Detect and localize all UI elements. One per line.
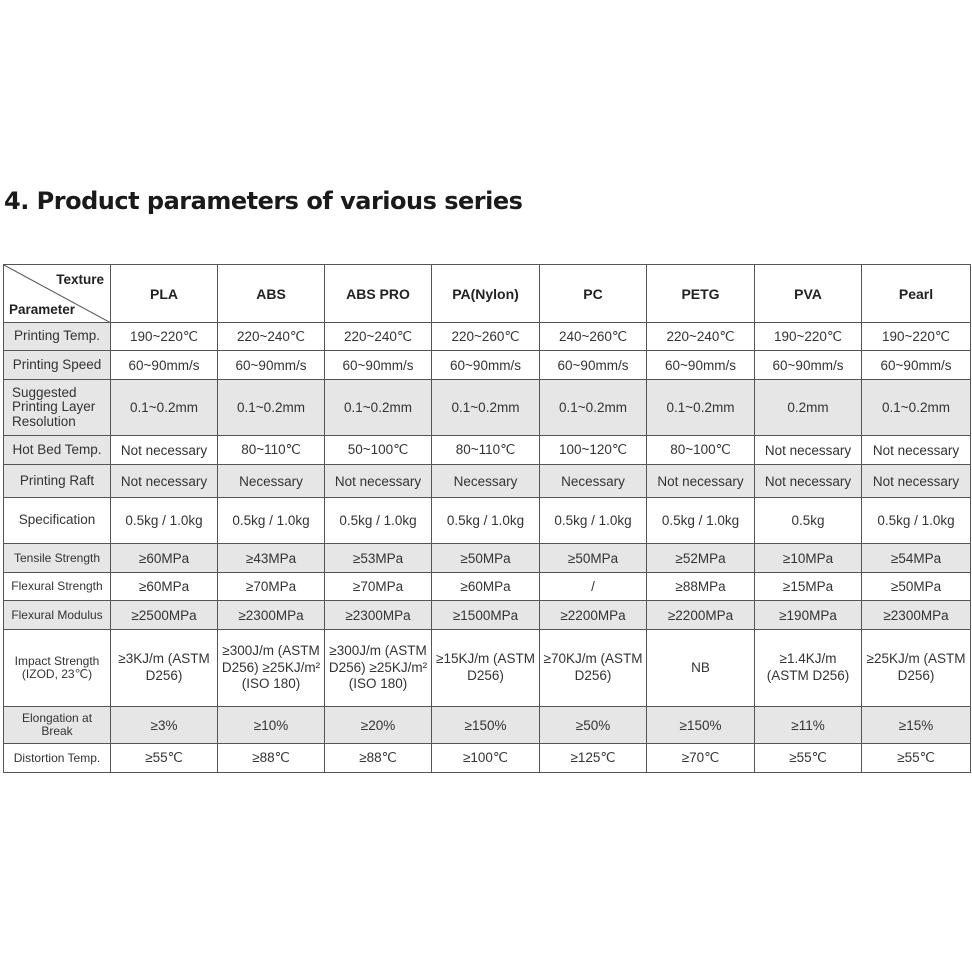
table-cell: / — [540, 573, 647, 601]
table-cell: ≥2300MPa — [218, 601, 325, 630]
row-label: Flexural Modulus — [4, 601, 111, 630]
table-cell: ≥60MPa — [432, 573, 540, 601]
table-cell: ≥70KJ/m (ASTM D256) — [540, 630, 647, 707]
material-header: PC — [540, 265, 647, 323]
table-cell: ≥3KJ/m (ASTM D256) — [111, 630, 218, 707]
table-cell: 0.5kg / 1.0kg — [218, 498, 325, 544]
table-cell: 190~220℃ — [755, 323, 862, 351]
table-cell: ≥3% — [111, 707, 218, 744]
table-cell: ≥2500MPa — [111, 601, 218, 630]
table-cell: 0.1~0.2mm — [540, 380, 647, 436]
table-cell: ≥10% — [218, 707, 325, 744]
table-cell: 0.5kg / 1.0kg — [540, 498, 647, 544]
table-cell: Not necessary — [111, 436, 218, 465]
material-header: PVA — [755, 265, 862, 323]
row-label: Distortion Temp. — [4, 744, 111, 773]
table-cell: ≥300J/m (ASTM D256) ≥25KJ/m² (ISO 180) — [218, 630, 325, 707]
header-row — [4, 265, 971, 323]
table-cell: 220~260℃ — [432, 323, 540, 351]
table-cell: ≥70MPa — [325, 573, 432, 601]
table-cell: ≥125℃ — [540, 744, 647, 773]
table-cell: ≥100℃ — [432, 744, 540, 773]
row-label: Flexural Strength — [4, 573, 111, 601]
table-cell: 0.1~0.2mm — [325, 380, 432, 436]
table-cell: ≥50MPa — [540, 544, 647, 573]
table-cell: 0.5kg / 1.0kg — [862, 498, 971, 544]
table-cell: 0.1~0.2mm — [432, 380, 540, 436]
table-cell: 0.5kg / 1.0kg — [325, 498, 432, 544]
table-cell: Not necessary — [755, 436, 862, 465]
table-cell: 0.5kg / 1.0kg — [111, 498, 218, 544]
table-row — [4, 744, 971, 773]
table-cell: ≥88℃ — [218, 744, 325, 773]
table-row — [4, 436, 971, 465]
row-label: Tensile Strength — [4, 544, 111, 573]
table-cell: ≥2200MPa — [540, 601, 647, 630]
table-cell: ≥54MPa — [862, 544, 971, 573]
table-cell: ≥15KJ/m (ASTM D256) — [432, 630, 540, 707]
row-label: Hot Bed Temp. — [4, 436, 111, 465]
material-header: PA(Nylon) — [432, 265, 540, 323]
table-cell: Not necessary — [755, 465, 862, 498]
table-cell: 190~220℃ — [111, 323, 218, 351]
table-cell: ≥190MPa — [755, 601, 862, 630]
table-cell: 220~240℃ — [647, 323, 755, 351]
table-cell: Not necessary — [325, 465, 432, 498]
table-cell: ≥25KJ/m (ASTM D256) — [862, 630, 971, 707]
row-label: Specification — [4, 498, 111, 544]
table-cell: 0.1~0.2mm — [218, 380, 325, 436]
table-cell: ≥10MPa — [755, 544, 862, 573]
table-cell: 220~240℃ — [218, 323, 325, 351]
table-cell: ≥15MPa — [755, 573, 862, 601]
table-cell: 60~90mm/s — [862, 351, 971, 380]
table-cell: ≥1.4KJ/m (ASTM D256) — [755, 630, 862, 707]
row-label: Impact Strength (IZOD, 23℃) — [4, 630, 111, 707]
table-cell: 60~90mm/s — [432, 351, 540, 380]
table-cell: 60~90mm/s — [218, 351, 325, 380]
table-cell: ≥55℃ — [111, 744, 218, 773]
table-cell: ≥88℃ — [325, 744, 432, 773]
table-cell: 0.5kg — [755, 498, 862, 544]
parameter-label: Parameter — [9, 302, 76, 317]
table-cell: 0.1~0.2mm — [862, 380, 971, 436]
table-cell: 0.5kg / 1.0kg — [432, 498, 540, 544]
table-row — [4, 465, 971, 498]
table-row — [4, 351, 971, 380]
table-cell: 0.2mm — [755, 380, 862, 436]
table-row — [4, 601, 971, 630]
table-cell: ≥2200MPa — [647, 601, 755, 630]
table-cell: 80~110℃ — [218, 436, 325, 465]
table-cell: ≥2300MPa — [862, 601, 971, 630]
table-cell: Necessary — [218, 465, 325, 498]
material-header: Pearl — [862, 265, 971, 323]
parameters-table — [3, 264, 971, 773]
table-cell: Not necessary — [862, 465, 971, 498]
table-cell: ≥43MPa — [218, 544, 325, 573]
table-cell: 0.1~0.2mm — [647, 380, 755, 436]
table-cell: 60~90mm/s — [111, 351, 218, 380]
material-header: ABS — [218, 265, 325, 323]
material-header: PETG — [647, 265, 755, 323]
table-cell: ≥70℃ — [647, 744, 755, 773]
table-row — [4, 630, 971, 707]
row-label: Printing Raft — [4, 465, 111, 498]
table-cell: ≥60MPa — [111, 544, 218, 573]
table-cell: ≥1500MPa — [432, 601, 540, 630]
table-cell: Not necessary — [647, 465, 755, 498]
table-cell: ≥55℃ — [755, 744, 862, 773]
table-cell: 60~90mm/s — [647, 351, 755, 380]
table-cell: 50~100℃ — [325, 436, 432, 465]
table-row — [4, 498, 971, 544]
table-cell: ≥60MPa — [111, 573, 218, 601]
table-cell: ≥50MPa — [862, 573, 971, 601]
table-cell: ≥53MPa — [325, 544, 432, 573]
material-header: PLA — [111, 265, 218, 323]
texture-label: Texture — [56, 272, 104, 287]
row-label: Printing Temp. — [4, 323, 111, 351]
table-row — [4, 544, 971, 573]
table-cell: Not necessary — [862, 436, 971, 465]
table-cell: ≥11% — [755, 707, 862, 744]
table-cell: 190~220℃ — [862, 323, 971, 351]
table-cell: 60~90mm/s — [540, 351, 647, 380]
table-cell: ≥50% — [540, 707, 647, 744]
table-cell: ≥15% — [862, 707, 971, 744]
table-cell: Not necessary — [111, 465, 218, 498]
table-cell: Necessary — [432, 465, 540, 498]
table-cell: ≥300J/m (ASTM D256) ≥25KJ/m² (ISO 180) — [325, 630, 432, 707]
row-label: Suggested Printing Layer Resolution — [4, 380, 111, 436]
table-cell: 80~100℃ — [647, 436, 755, 465]
table-row — [4, 707, 971, 744]
table-cell: 60~90mm/s — [755, 351, 862, 380]
page-title: 4. Product parameters of various series — [4, 187, 523, 215]
table-cell: ≥52MPa — [647, 544, 755, 573]
row-label: Printing Speed — [4, 351, 111, 380]
table-cell: 60~90mm/s — [325, 351, 432, 380]
table-cell: ≥20% — [325, 707, 432, 744]
table-cell: NB — [647, 630, 755, 707]
table-cell: 0.5kg / 1.0kg — [647, 498, 755, 544]
table-cell: ≥50MPa — [432, 544, 540, 573]
table-row — [4, 380, 971, 436]
table-row — [4, 573, 971, 601]
table-cell: ≥55℃ — [862, 744, 971, 773]
table-cell: ≥70MPa — [218, 573, 325, 601]
table-cell: 220~240℃ — [325, 323, 432, 351]
table-cell: ≥2300MPa — [325, 601, 432, 630]
table-cell: 240~260℃ — [540, 323, 647, 351]
corner-header-cell — [4, 265, 111, 323]
table-row — [4, 323, 971, 351]
table-cell: ≥150% — [432, 707, 540, 744]
table-cell: ≥88MPa — [647, 573, 755, 601]
table-cell: 0.1~0.2mm — [111, 380, 218, 436]
table-cell: Necessary — [540, 465, 647, 498]
table-cell: 100~120℃ — [540, 436, 647, 465]
table-cell: ≥150% — [647, 707, 755, 744]
row-label: Elongation at Break — [4, 707, 111, 744]
table-cell: 80~110℃ — [432, 436, 540, 465]
material-header: ABS PRO — [325, 265, 432, 323]
